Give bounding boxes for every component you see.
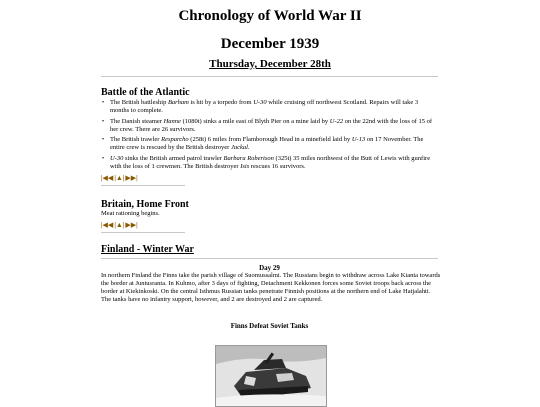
month-title: December 1939 <box>220 36 320 52</box>
tank-photo <box>215 345 327 407</box>
list-item: • The Danish steamer Hanne (1080t) sinks a mile east of Blyth Pier on a mine laid by U-22 on the 22nd with the loss of 15 of her crew. There are 26 survivors. <box>101 118 438 134</box>
photo-caption: Finns Defeat Soviet Tanks <box>230 322 309 330</box>
divider <box>101 232 185 233</box>
list-item: • U-30 sinks the British armed patrol trawler Barbara Robertson (325t) 35 miles northwest of the Butt of Lewis with gunfire with the loss of 1 crewmen. The British destroyer Isis rescues 16 survivors. <box>101 155 438 171</box>
section-battle-atlantic <box>101 87 438 186</box>
next-day-link[interactable]: ▶▶| <box>125 221 138 229</box>
finland-paragraph: In northern Finland the Finns take the parish village of Suomussalmi. The Russians begin to withdraw across Lake Kianta towards the border at Juntusranta. In Kuhmo, after 3 days of fighting, Detachment Kekkonen forces some Soviet troops back across the border at Kiekinkoski. On the central Isthmus Russian tanks penetrate Finnish positions at the northern end of Lake Hatjalahti. The tanks have no infantry support, however, and 2 are destroyed and 2 are captured. <box>101 272 441 303</box>
divider <box>101 258 438 259</box>
divider <box>101 76 438 77</box>
section-text: Meat rationing begins. <box>101 210 160 217</box>
prev-day-link[interactable]: |◀◀ <box>101 173 114 182</box>
event-list <box>101 99 438 171</box>
section-home-front <box>101 199 438 233</box>
tank-image-icon <box>216 346 326 406</box>
day-label: Day 29 <box>259 264 280 272</box>
divider <box>101 185 185 186</box>
finland-heading-link[interactable]: Finland - Winter War <box>101 244 194 255</box>
list-item: • The British battleship Barham is hit by a torpedo from U-30 while cruising off northwest Scotland. Repairs will take 3 months to complete. <box>101 99 438 115</box>
section-heading: Britain, Home Front <box>101 199 189 210</box>
date-link[interactable]: Thursday, December 28th <box>209 58 331 70</box>
site-title: Chronology of World War II <box>178 8 362 24</box>
next-day-link[interactable]: ▶▶| <box>125 173 138 182</box>
section-heading: Battle of the Atlantic <box>101 87 190 98</box>
up-link[interactable]: |▲| <box>114 173 125 182</box>
nav-arrows <box>101 174 438 182</box>
prev-day-link[interactable]: |◀◀ <box>101 221 114 229</box>
nav-arrows <box>101 221 438 229</box>
up-link[interactable]: |▲| <box>114 221 125 229</box>
list-item: • The British trawler Resparcho (258t) 6 miles from Flamborough Head in a minefield laid by U-13 on 17 November. The entire crew is rescued by the British destroyer Jackal. <box>101 136 438 152</box>
